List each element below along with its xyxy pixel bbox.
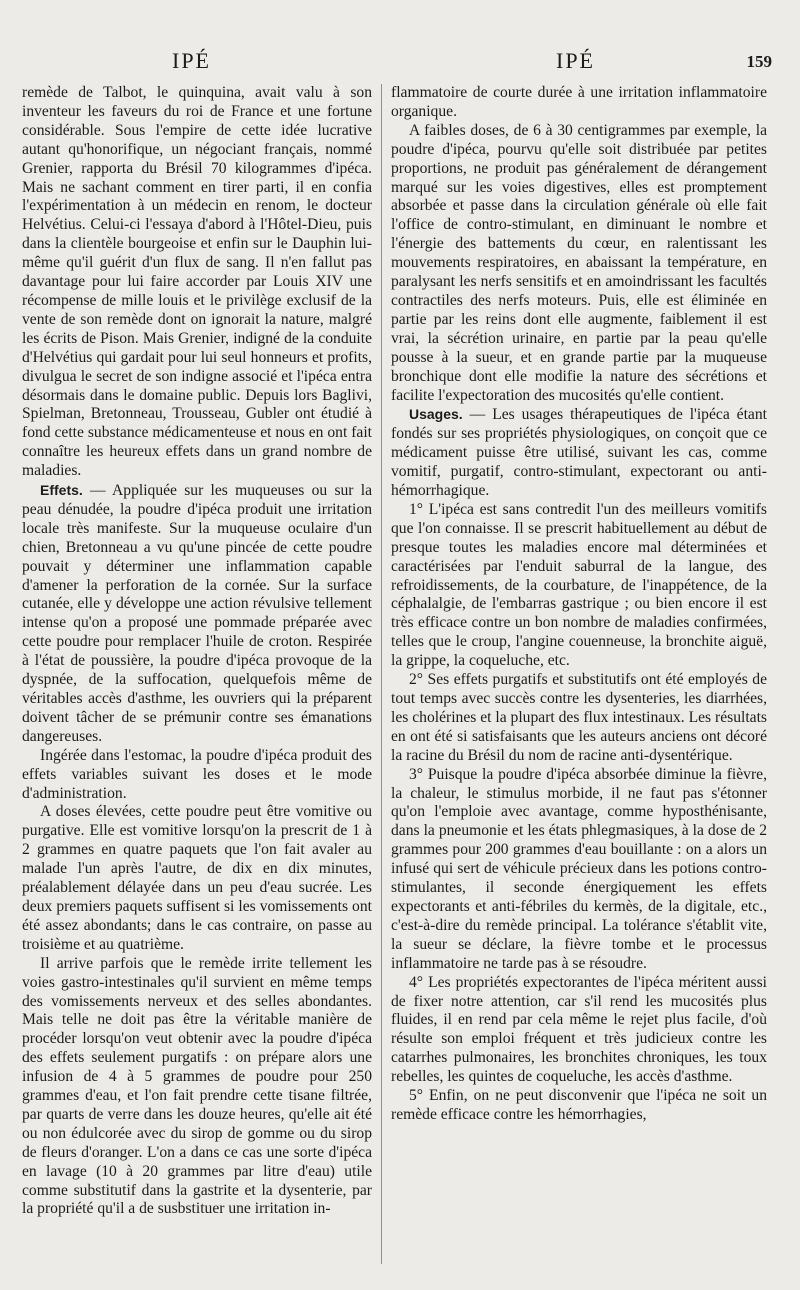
paragraph-vomitif: 1° L'ipéca est sans contredit l'un des meilleurs vomitifs que l'on connaisse. Il se prescrit habituellement au début de presque toutes les maladies encore mal déterminées et caractérisées par l'enduit saburral de la langue, des refroidissements, de la courbature, de l'inappétence, de la céphalalgie, de l'embarras gastrique ; ou bien encore il est très efficace contre un bon nombre de maladies confirmées, telles que le croup, l'angine couenneuse, la bronchite aiguë, la grippe, la coqueluche, etc. [391, 500, 767, 670]
paragraph-purgatif: 2° Ses effets purgatifs et substitutifs ont été employés de tout temps avec succès contre les dysenteries, les diarrhées, les cholérines et la plupart des flux intestinaux. Les résultats en ont été si satisfaisants que les auteurs anciens ont décoré la racine du Brésil du nom de racine anti-dysentérique. [391, 671, 767, 764]
paragraph-continuation: flammatoire de courte durée à une irritation inflammatoire organique. [391, 84, 767, 120]
right-column [391, 84, 767, 1125]
paragraph-talbot: remède de Talbot, le quinquina, avait valu à son inventeur les faveurs du roi de France et une fortune considérable. Sous l'empire de cette idée lucrative autant qu'honorifique, un négociant français, nommé Grenier, rapporta du Brésil 70 kilogrammes d'ipéca. Mais ne sachant comment en tirer parti, il en confia l'expérimentation à un médecin en renom, le docteur Helvétius. Celui-ci l'essaya d'abord à l'Hôtel-Dieu, puis dans la clientèle bourgeoise et enfin sur le Dauphin lui-même qu'il guérit d'un flux de sang. Il n'en fallut pas davantage pour lui faire accorder par Louis XIV une récompense de mille louis et le privilège exclusif de la vente de son remède dont on ignorait la nature, malgré les écrits de Pison. Mais Grenier, indigné de la conduite d'Helvétius qui gardait pour lui seul honneurs et profits, divulgua le secret de son indigne associé et l'ipéca entra désormais dans le domaine public. Depuis lors Baglivi, Spielman, Bretonneau, Trousseau, Gubler ont étudié à fond cette substance médicamenteuse et nous en ont fait connaître les heureux effets dans un grand nombre de maladies. [22, 84, 372, 480]
left-running-title: IPÉ [172, 48, 211, 73]
paragraph-expectorant: 4° Les propriétés expectorantes de l'ipéca méritent aussi de fixer notre attention, car s'il rend les mucosités plus fluides, il en rend par cela même le rejet plus facile, d'où résulte son emploi fréquent et très judicieux contre les catarrhes pulmonaires, les bronchites chroniques, les toux rebelles, les quintes de coqueluche, les accès d'asthme. [391, 973, 767, 1086]
page-number: 159 [746, 52, 772, 71]
left-column [22, 84, 372, 1219]
paragraph-usages [391, 405, 767, 501]
paragraph-contro-stimulant: 3° Puisque la poudre d'ipéca absorbée diminue la fièvre, la chaleur, le stimulus morbide, il ne faut pas s'étonner qu'on l'emploie avec avantage, comme hyposthénisante, dans la pneumonie et les états phlegmasiques, à la dose de 2 grammes pour 200 grammes d'eau bouillante : on a alors un infusé qui sert de véhicule précieux dans les potions contro-stimulantes, il seconde énergiquement les effets expectorants et anti-fébriles du kermès, de la digitale, etc., c'est-à-dire du remède principal. La tolérance s'établit vite, la sueur se déclare, la fièvre tombe et le processus inflammatoire ne tarde pas à se résoudre. [391, 765, 767, 972]
paragraph-effets-text: — Appliquée sur les muqueuses ou sur la peau dénudée, la poudre d'ipéca produit une irritation locale très manifeste. Sur la muqueuse oculaire d'un chien, Bretonneau a vu qu'une pincée de cette poudre pouvait y déterminer une inflammation capable d'amener la perforation de la cornée. Sur la surface cutanée, elle y développe une action révulsive tellement intense qu'on a proposé une pommade préparée avec cette poudre pour remplacer l'huile de croton. Respirée à l'état de poussière, la poudre d'ipéca provoque de la dyspnée, de la suffocation, quelquefois même de véritables accès d'asthme, les ouvriers qui la préparent doivent tâcher de se prémunir contre ses émanations dangereuses. [22, 482, 372, 745]
right-running-title: IPÉ [556, 48, 595, 73]
paragraph-hemorrhagies: 5° Enfin, on ne peut disconvenir que l'ipéca ne soit un remède efficace contre les hémorrhagies, [391, 1087, 767, 1123]
paragraph-effets [22, 481, 372, 747]
paragraph-ingeree: Ingérée dans l'estomac, la poudre d'ipéca produit des effets variables suivant les doses et le mode d'administration. [22, 746, 372, 802]
paragraph-usages-text: — Les usages thérapeutiques de l'ipéca étant fondés sur ses propriétés physiologiques, on conçoit que ce médicament puisse être utilisé, suivant les cas, comme vomitif, purgatif, contro-stimulant, expectorant ou anti-hémorrhagique. [391, 406, 767, 500]
paragraph-faibles-doses: A faibles doses, de 6 à 30 centigrammes par exemple, la poudre d'ipéca, pourvu qu'elle soit distribuée par petites proportions, ne produit pas généralement de dérangement marqué sur les voies digestives, elles est promptement absorbée et passe dans la circulation générale où elle fait l'office de contro-stimulant, en diminuant le nombre et l'énergie des battements du cœur, en ralentissant les mouvements respiratoires, en abaissant la température, en paralysant les nerfs sensitifs et en amoindrissant les facultés contractiles des nerfs moteurs. Puis, elle est éliminée en partie par les reins dont elle augmente, faiblement il est vrai, la sécrétion urinaire, en partie par la peau qu'elle pousse à la sueur, et en grande partie par la muqueuse bronchique dont elle modifie la nature des sécrétions et facilite l'expectoration des mucosités qu'elle contient. [391, 121, 767, 404]
section-heading-effets: Effets. [40, 482, 83, 499]
running-head [0, 48, 800, 74]
paragraph-remede-irrite: Il arrive parfois que le remède irrite tellement les voies gastro-intestinales qu'il survient en même temps des vomissements nerveux et des selles abondantes. Mais telle ne doit pas être la véritable manière de procéder lorsqu'on veut obtenir avec la poudre d'ipéca des effets seulement purgatifs : on prépare alors une infusion de 4 à 5 grammes de poudre pour 250 grammes d'eau, et l'on fait prendre cette tisane filtrée, par quarts de verre dans les douze heures, qu'elle ait été ou non édulcorée avec du sirop de gomme ou du sirop de fleurs d'oranger. L'on a dans ce cas une sorte d'ipéca en lavage (10 à 20 grammes par litre d'eau) utile comme substitutif dans la gastrite et la dysenterie, par la propriété qu'il a de susbstituer une irritation in- [22, 954, 372, 1218]
paragraph-doses-elevees: A doses élevées, cette poudre peut être vomitive ou purgative. Elle est vomitive lorsqu'on la prescrit de 1 à 2 grammes en quatre paquets que l'on fait avaler au malade l'un après l'autre, de dix en dix minutes, préalablement délayée dans un peu d'eau sucrée. Les deux premiers paquets suffisent si les vomissements ont été assez abondants; dans le cas contraire, on passe au troisième et au quatrième. [22, 803, 372, 953]
section-heading-usages: Usages. [409, 406, 463, 423]
column-divider [381, 84, 382, 1264]
